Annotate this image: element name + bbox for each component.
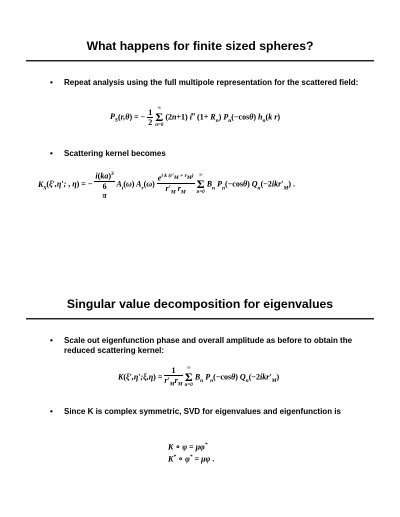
bullet-text: Repeat analysis using the full multipole representation for the scattered field: <box>64 78 359 87</box>
bullet-item <box>50 407 364 417</box>
bullet-icon: • <box>50 78 53 87</box>
bullet-icon: • <box>50 149 53 158</box>
slide-title: What happens for finite sized spheres? <box>86 39 314 53</box>
title-divider <box>26 60 374 62</box>
bullet-text: Since K is complex symmetric, SVD for eigenvalues and eigenfunction is <box>64 407 341 416</box>
equation-reduced-kernel: K(ξ′,η′;ξ,η) = $\frac{1}{r'_Mr_M}$ ∞ Σ n=0 $B_n$ $P_n(-\cos\theta)$ $Q_n(-2ikr'_M)$ <box>118 366 280 389</box>
equation-scattered-field: $P_S(r,\theta)$ = − $\frac{1}{2}$ ∞ Σ n=0 (2n+1) $i^n$ $(1+ R_n)$ $P_n(-\cos\theta)$ $h_n(k$ r) <box>110 106 280 128</box>
slide-2 <box>26 258 374 517</box>
bullet-icon: • <box>50 336 53 345</box>
equation-scattering-kernel: $K_S(\xi',\eta'$; , η) = − i(ka)$^3$ 6 π $A_t(\omega)$ $A_r(\omega)$ $\frac{e^{i k (r'_M + r_M)}}{r'_M r_M}$ ∞ Σ n=0 $B_n$ $P_n(-\cos\theta)$ $Q_n(-2ikr'_M)$ . <box>38 171 295 200</box>
bullet-text: Scale out eigenfunction phase and overall amplitude as before to obtain the reduced scattering kernel: <box>64 336 353 355</box>
equation-svd-1: K ∘ φ = μφ* <box>168 442 208 452</box>
bullet-item <box>50 149 364 159</box>
slide-1 <box>26 0 374 258</box>
equation-svd-2: K* ∘ φ* = μφ . <box>168 454 215 464</box>
bullet-item <box>50 336 364 356</box>
slide-title: Singular value decomposition for eigenvalues <box>66 297 334 311</box>
title-divider <box>26 318 374 320</box>
bullet-text: Scattering kernel becomes <box>64 149 166 158</box>
bullet-icon: • <box>50 407 53 416</box>
bullet-item <box>50 78 364 88</box>
